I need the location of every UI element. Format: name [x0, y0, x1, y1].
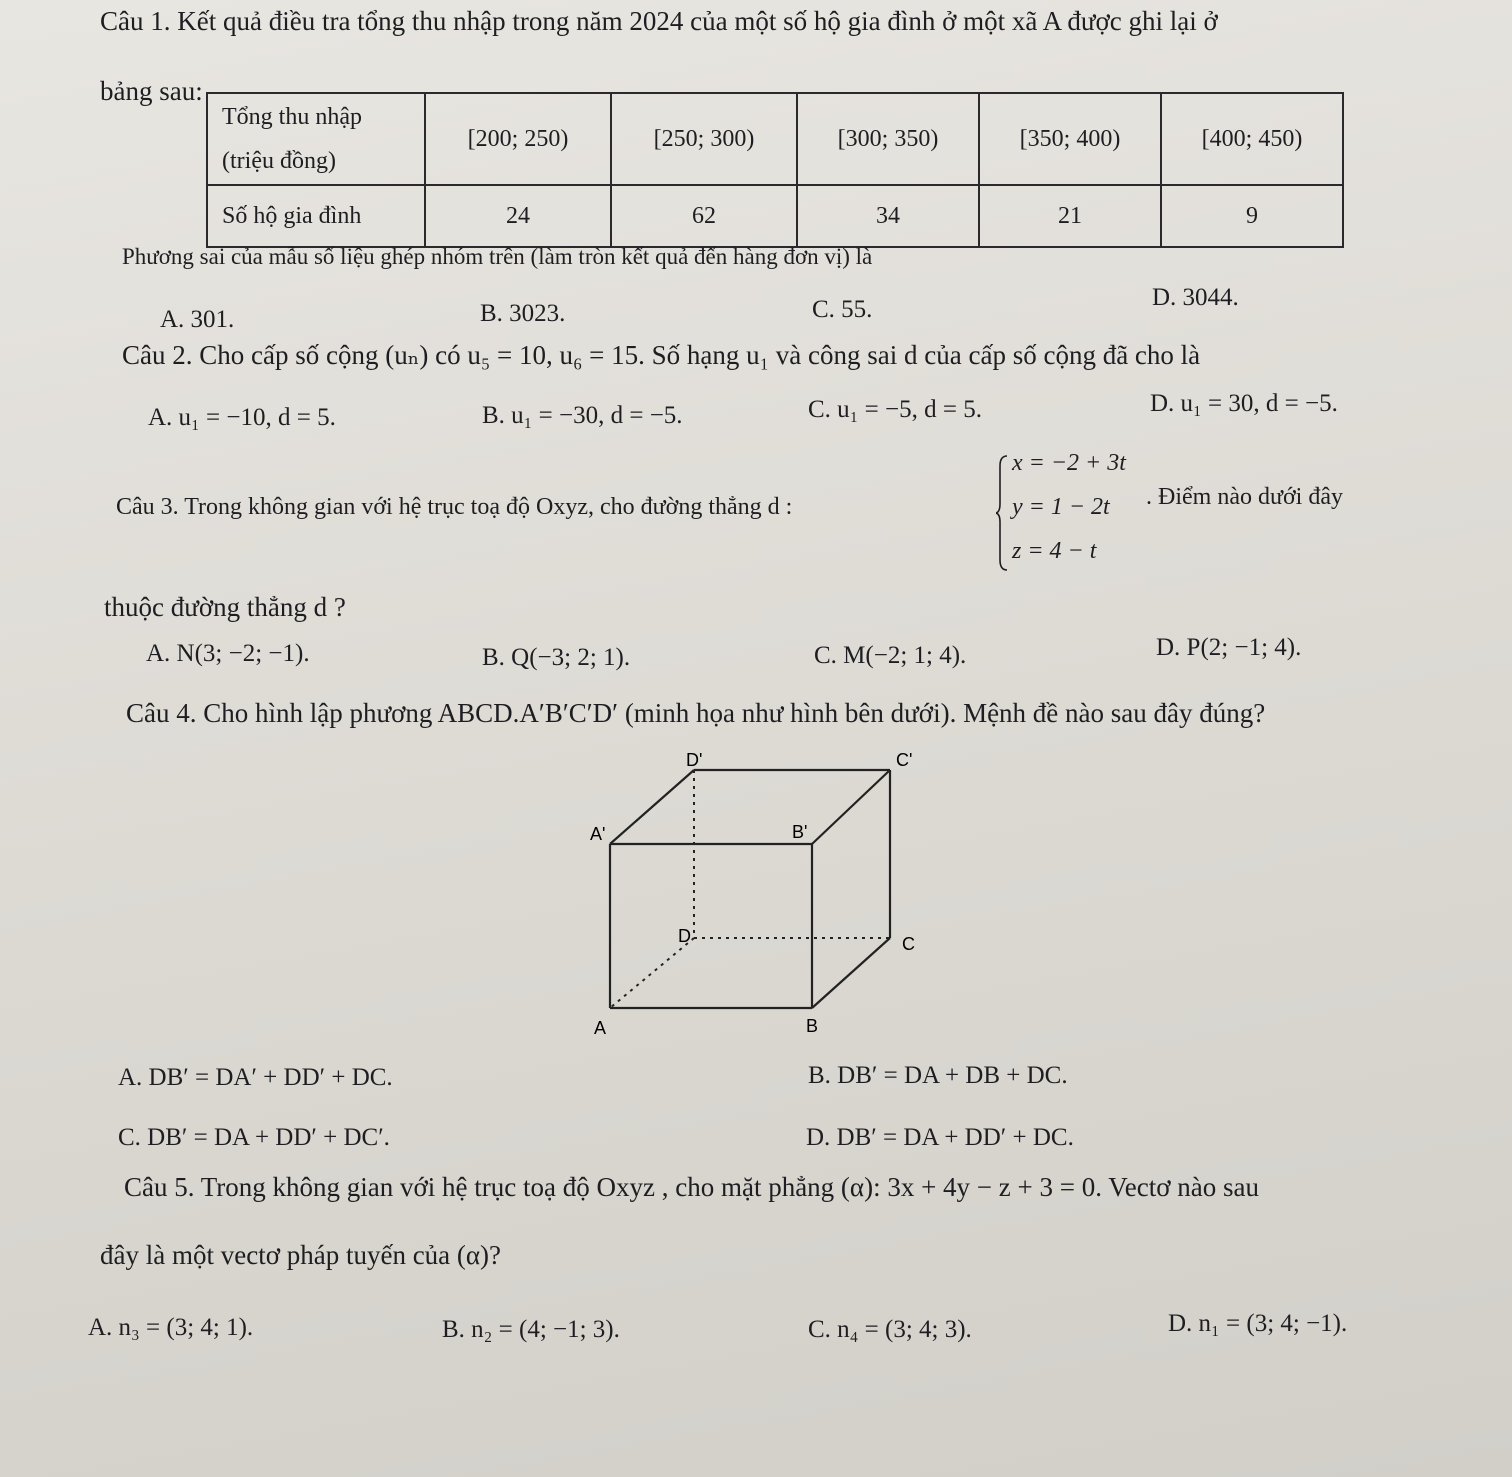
count-cell: 34 [797, 185, 979, 247]
table-header-label: Tổng thu nhập (triệu đồng) [207, 93, 425, 185]
q3-stem: Câu 3. Trong không gian với hệ trục toạ độ Oxyz, cho đường thẳng d : [116, 494, 793, 520]
q3-option-d[interactable]: D. P(2; −1; 4). [1156, 634, 1302, 661]
edge-cb-top [812, 770, 890, 844]
cube-label: C [902, 934, 915, 954]
q4-stem: Câu 4. Cho hình lập phương ABCD.A′B′C′D′ (minh họa như hình bên dưới). Mệnh đề nào sau đây đúng? [126, 698, 1266, 728]
line-system [996, 450, 1146, 576]
cube-label: B' [792, 822, 808, 842]
q1-stem-line1: Câu 1. Kết quả điều tra tổng thu nhập trong năm 2024 của một số hộ gia đình ở một xã A được ghi lại ở [100, 6, 1218, 36]
cube-label: C' [896, 752, 913, 770]
interval-cell: [400; 450) [1161, 93, 1343, 185]
interval-cell: [200; 250) [425, 93, 611, 185]
interval-cell: [250; 300) [611, 93, 797, 185]
cube-label: D [678, 926, 691, 946]
q1-option-b[interactable]: B. 3023. [480, 300, 566, 327]
q1-option-d[interactable]: D. 3044. [1152, 284, 1239, 311]
q1-question: Phương sai của mẫu số liệu ghép nhóm trên (làm tròn kết quả đến hàng đơn vị) là [122, 244, 873, 269]
brace-icon [996, 454, 1008, 572]
edge-ad-top [610, 770, 694, 844]
q4-option-c[interactable]: C. DB′ = DA + DD′ + DC′. [118, 1124, 390, 1151]
table-row-label: Số hộ gia đình [207, 185, 425, 247]
count-cell: 9 [1161, 185, 1343, 247]
cube-figure [580, 752, 930, 1052]
interval-cell: [300; 350) [797, 93, 979, 185]
q2-stem: Câu 2. Cho cấp số cộng (uₙ) có u₅ = 10, u₆ = 15. Số hạng u₁ và công sai d của cấp số cộng đã cho là [122, 340, 1201, 370]
q2-option-b[interactable]: B. u₁ = −30, d = −5. [482, 402, 683, 429]
count-cell: 21 [979, 185, 1161, 247]
q3-stem-after: . Điểm nào dưới đây [1146, 484, 1343, 510]
q4-option-a[interactable]: A. DB′ = DA′ + DD′ + DC. [118, 1064, 393, 1091]
cube-label: D' [686, 752, 703, 770]
q5-option-d[interactable]: D. n₁ = (3; 4; −1). [1168, 1310, 1348, 1337]
cube-label: A' [590, 824, 606, 844]
q5-stem-line1: Câu 5. Trong không gian với hệ trục toạ độ Oxyz , cho mặt phẳng (α): 3x + 4y − z + 3 = 0. Vectơ nào sau [124, 1172, 1259, 1202]
count-cell: 62 [611, 185, 797, 247]
q2-option-c[interactable]: C. u₁ = −5, d = 5. [808, 396, 982, 423]
cube-label: A [594, 1018, 607, 1038]
q4-option-b[interactable]: B. DB′ = DA + DB + DC. [808, 1062, 1068, 1089]
system-eq-x: x = −2 + 3t [1012, 450, 1126, 476]
q5-stem-line2: đây là một vectơ pháp tuyến của (α)? [100, 1240, 502, 1270]
q2-option-a[interactable]: A. u₁ = −10, d = 5. [148, 404, 336, 431]
income-table [206, 92, 1344, 248]
q4-option-d[interactable]: D. DB′ = DA + DD′ + DC. [806, 1124, 1074, 1151]
q3-option-c[interactable]: C. M(−2; 1; 4). [814, 642, 967, 669]
system-eq-y: y = 1 − 2t [1012, 494, 1110, 520]
system-eq-z: z = 4 − t [1012, 538, 1097, 564]
count-cell: 24 [425, 185, 611, 247]
q2-option-d[interactable]: D. u₁ = 30, d = −5. [1150, 390, 1338, 417]
edge-cb [812, 938, 890, 1008]
q5-option-a[interactable]: A. n₃ = (3; 4; 1). [88, 1314, 254, 1341]
q1-option-c[interactable]: C. 55. [812, 296, 873, 323]
q3-option-a[interactable]: A. N(3; −2; −1). [146, 640, 310, 667]
q1-stem-line2: bảng sau: [100, 76, 203, 106]
q1-option-a[interactable]: A. 301. [160, 306, 235, 333]
q5-option-c[interactable]: C. n₄ = (3; 4; 3). [808, 1316, 972, 1343]
q3-stem-line2: thuộc đường thẳng d ? [104, 592, 346, 622]
hidden-edge-da [610, 938, 694, 1008]
q5-option-b[interactable]: B. n₂ = (4; −1; 3). [442, 1316, 620, 1343]
cube-label: B [806, 1016, 819, 1036]
q3-option-b[interactable]: B. Q(−3; 2; 1). [482, 644, 631, 671]
interval-cell: [350; 400) [979, 93, 1161, 185]
